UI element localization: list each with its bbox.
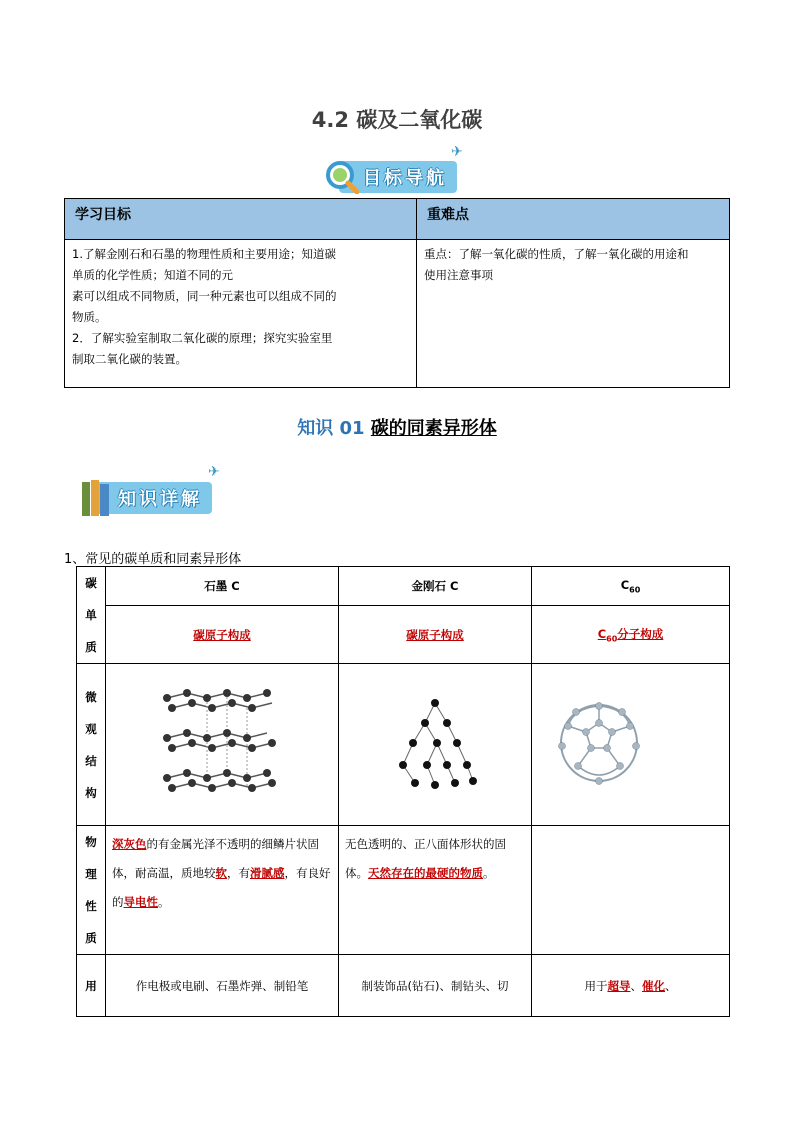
c60-use-catalysis: 催化 <box>642 978 665 993</box>
key-points-cell <box>417 240 730 388</box>
graphite-conductivity: 导电性 <box>123 895 158 909</box>
magnifier-icon <box>325 160 359 194</box>
diamond-header: 金刚石 C <box>339 567 532 606</box>
c60-comp-text: 分子构成 <box>617 626 664 641</box>
knowledge-detail-banner <box>80 464 220 518</box>
c60-comp-subscript: 60 <box>606 634 618 644</box>
side-char: 理 <box>85 867 97 881</box>
graphite-composition <box>106 606 339 664</box>
graphite-soft: 软 <box>215 866 227 880</box>
diamond-comp-text: 碳原子构成 <box>406 627 464 642</box>
banner-label: 知识详解 <box>94 482 212 514</box>
banner-label: 目标导航 <box>339 161 457 193</box>
c60-symbol: C <box>620 577 630 592</box>
side-char: 碳 <box>85 576 97 590</box>
diamond-use: 制装饰品(钻石)、制钻头、切 <box>339 955 532 1017</box>
goal-line: 制取二氧化碳的装置。 <box>72 352 187 366</box>
graphite-desc: ，有 <box>227 866 250 880</box>
goal-line: 1.了解金刚石和石墨的物理性质和主要用途；知道碳 <box>72 247 336 261</box>
c60-composition <box>532 606 730 664</box>
carbon-table <box>76 566 730 1017</box>
side-char: 质 <box>85 640 97 654</box>
side-char: 单 <box>85 608 97 622</box>
c60-comp-symbol: C <box>597 626 607 641</box>
goals-table <box>64 198 730 388</box>
side-label-use: 用 <box>77 955 106 1017</box>
graphite-structure-cell <box>106 664 339 826</box>
knowledge-title: 碳的同素异形体 <box>370 418 497 439</box>
goals-cell <box>65 240 417 388</box>
diamond-physical <box>339 826 532 955</box>
side-char: 性 <box>85 899 97 913</box>
diamond-desc: 。 <box>483 866 495 880</box>
c60-use-text: 用于 <box>584 978 608 993</box>
graphite-color: 深灰色 <box>112 837 147 851</box>
graphite-desc: ，有良好的 <box>112 866 331 909</box>
diamond-hardest: 天然存在的最硬的物质 <box>368 866 483 880</box>
goal-line: 物质。 <box>72 310 107 324</box>
graphite-physical <box>106 826 339 955</box>
side-char: 构 <box>85 785 97 800</box>
c60-subscript: 60 <box>629 585 641 595</box>
c60-structure-image <box>554 698 644 788</box>
c60-structure-cell <box>532 664 730 826</box>
side-char: 物 <box>85 835 97 849</box>
goal-line: 单质的化学性质；知道不同的元 <box>72 268 233 282</box>
page-title: 4.2 碳及二氧化碳 <box>311 108 483 132</box>
side-char: 结 <box>85 753 97 768</box>
c60-use <box>532 955 730 1017</box>
side-label-physical <box>77 826 106 955</box>
c60-use-text: 、 <box>665 978 677 993</box>
side-label-elemental <box>77 567 106 664</box>
c60-use-text: 、 <box>630 978 642 993</box>
c60-physical <box>532 826 730 955</box>
knowledge-heading <box>0 414 794 440</box>
graphite-comp-text: 碳原子构成 <box>193 627 251 642</box>
side-label-structure <box>77 664 106 826</box>
key-point-line: 重点：了解一氧化碳的性质，了解一氧化碳的用途和 <box>424 247 689 261</box>
graphite-header: 石墨 C <box>106 567 339 606</box>
diamond-desc: 无色透明的、正八面体形状的固体。 <box>345 837 506 880</box>
key-point-line: 使用注意事项 <box>424 268 493 282</box>
graphite-desc: 的有金属光泽不透明的细鳞片状固体，耐高温，质地较 <box>112 837 319 880</box>
c60-use-superconduct: 超导 <box>607 978 631 993</box>
target-nav-banner <box>325 144 463 194</box>
knowledge-number: 知识 01 <box>297 418 371 439</box>
side-char: 质 <box>85 931 97 945</box>
diamond-structure-cell <box>339 664 532 826</box>
section-heading: 1、常见的碳单质和同素异形体 <box>64 552 242 567</box>
goals-header: 学习目标 <box>65 199 417 240</box>
books-icon <box>80 478 114 518</box>
graphite-desc: 。 <box>158 895 170 909</box>
side-char: 观 <box>85 721 97 736</box>
diamond-composition <box>339 606 532 664</box>
key-points-header: 重难点 <box>417 199 730 240</box>
graphite-slippery: 滑腻感 <box>250 866 285 880</box>
paper-plane-icon: ✈ <box>208 464 220 480</box>
paper-plane-icon: ✈ <box>451 144 463 160</box>
diamond-structure-image <box>385 693 485 793</box>
graphite-structure-image <box>157 683 287 803</box>
goal-line: 2．了解实验室制取二氧化碳的原理；探究实验室里 <box>72 331 333 345</box>
c60-header <box>532 567 730 606</box>
side-char: 微 <box>85 689 97 704</box>
goal-line: 素可以组成不同物质，同一种元素也可以组成不同的 <box>72 289 337 303</box>
graphite-use: 作电极或电刷、石墨炸弹、制铅笔 <box>106 955 339 1017</box>
